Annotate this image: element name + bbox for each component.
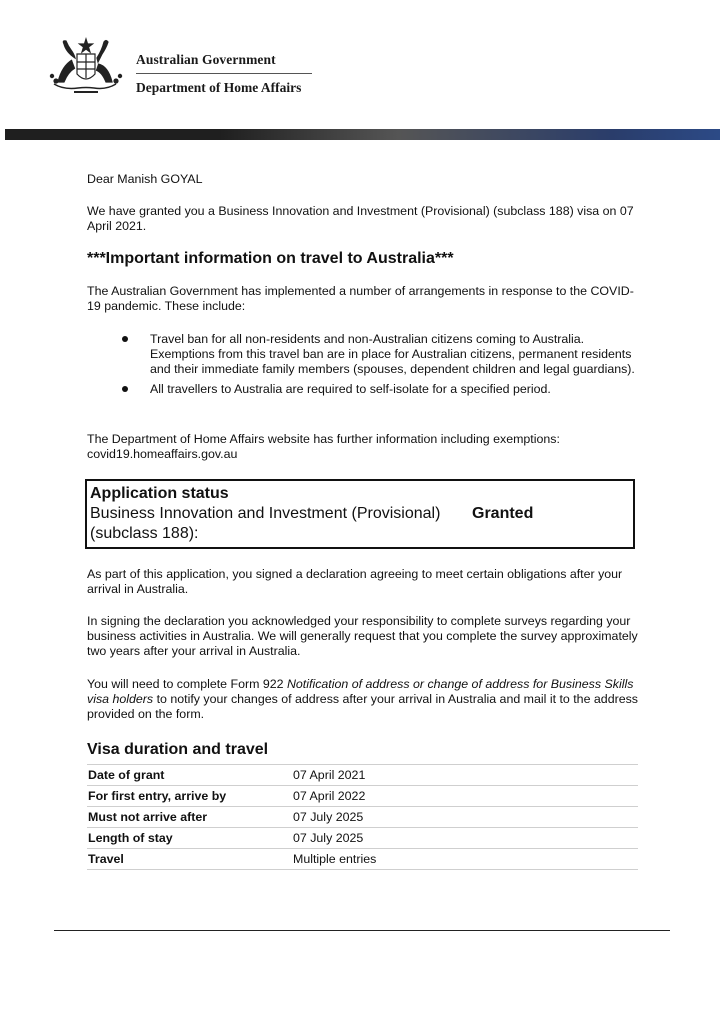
visa-duration-heading: Visa duration and travel: [87, 741, 269, 758]
visa-name-line1: Business Innovation and Investment (Provisional): [90, 505, 441, 522]
header-band: [5, 129, 720, 140]
department-title: Department of Home Affairs: [136, 80, 302, 95]
status-badge: Granted: [472, 505, 534, 522]
granted-paragraph: We have granted you a Business Innovation and Investment (Provisional) (subclass 188) visa on 07 April 2021.: [87, 204, 634, 233]
header-divider: [136, 73, 312, 74]
table-row: [87, 786, 638, 807]
application-status-title: Application status: [90, 485, 229, 502]
form-paragraph: [87, 677, 639, 722]
form-text-after: to notify your changes of address after your arrival in Australia and mail it to the address provided on the form.: [87, 692, 638, 721]
department-info: [87, 432, 639, 462]
row-label: Must not arrive after: [87, 807, 292, 828]
bullet-text: Travel ban for all non-residents and non-Australian citizens coming to Australia. Exemptions from this travel ban are in place for Australian citizens, permanent residents and their immediate family members (spouses, dependent children and legal guardians).: [150, 332, 635, 376]
visa-duration-table: [87, 764, 638, 870]
application-status-box: [85, 479, 635, 549]
greeting: Dear Manish GOYAL: [87, 172, 203, 186]
footer-divider: [54, 930, 670, 931]
form-name: Notification of address or change of address for Business Skills visa holders: [87, 677, 634, 706]
list-item: [87, 382, 639, 397]
visa-name-line2: (subclass 188):: [90, 525, 199, 542]
row-value: 07 April 2021: [292, 765, 638, 786]
row-label: Travel: [87, 849, 292, 870]
application-visa-name: [90, 504, 470, 544]
covid-website-link[interactable]: covid19.homeaffairs.gov.au: [87, 447, 238, 461]
covid-bullet-list: [87, 332, 639, 402]
row-value: 07 July 2025: [292, 828, 638, 849]
table-row: [87, 849, 638, 870]
letterhead: [0, 0, 725, 140]
covid-intro: The Australian Government has implemented a number of arrangements in response to the COVID-19 pandemic. These include:: [87, 284, 634, 313]
coat-of-arms-icon: [44, 36, 126, 96]
form-text-before: You will need to complete Form 922: [87, 677, 287, 691]
table-row: [87, 765, 638, 786]
list-item: [87, 332, 639, 377]
government-title: Australian Government: [136, 52, 276, 67]
bullet-dot-icon: [122, 336, 128, 342]
row-label: For first entry, arrive by: [87, 786, 292, 807]
row-value: 07 April 2022: [292, 786, 638, 807]
row-value: 07 July 2025: [292, 807, 638, 828]
department-info-text: The Department of Home Affairs website has further information including exemptions:: [87, 432, 560, 446]
table-row: [87, 828, 638, 849]
table-row: [87, 807, 638, 828]
declaration-paragraph: As part of this application, you signed a declaration agreeing to meet certain obligations after your arrival in Australia.: [87, 567, 623, 596]
row-value: Multiple entries: [292, 849, 638, 870]
application-status-row: [90, 504, 630, 544]
row-label: Length of stay: [87, 828, 292, 849]
important-heading: ***Important information on travel to Australia***: [87, 250, 454, 267]
survey-paragraph: In signing the declaration you acknowledged your responsibility to complete surveys regarding your business activities in Australia. We will generally request that you complete the survey approximately two years after your arrival in Australia.: [87, 614, 638, 658]
bullet-text: All travellers to Australia are required to self-isolate for a specified period.: [150, 382, 551, 396]
bullet-dot-icon: [122, 386, 128, 392]
row-label: Date of grant: [87, 765, 292, 786]
